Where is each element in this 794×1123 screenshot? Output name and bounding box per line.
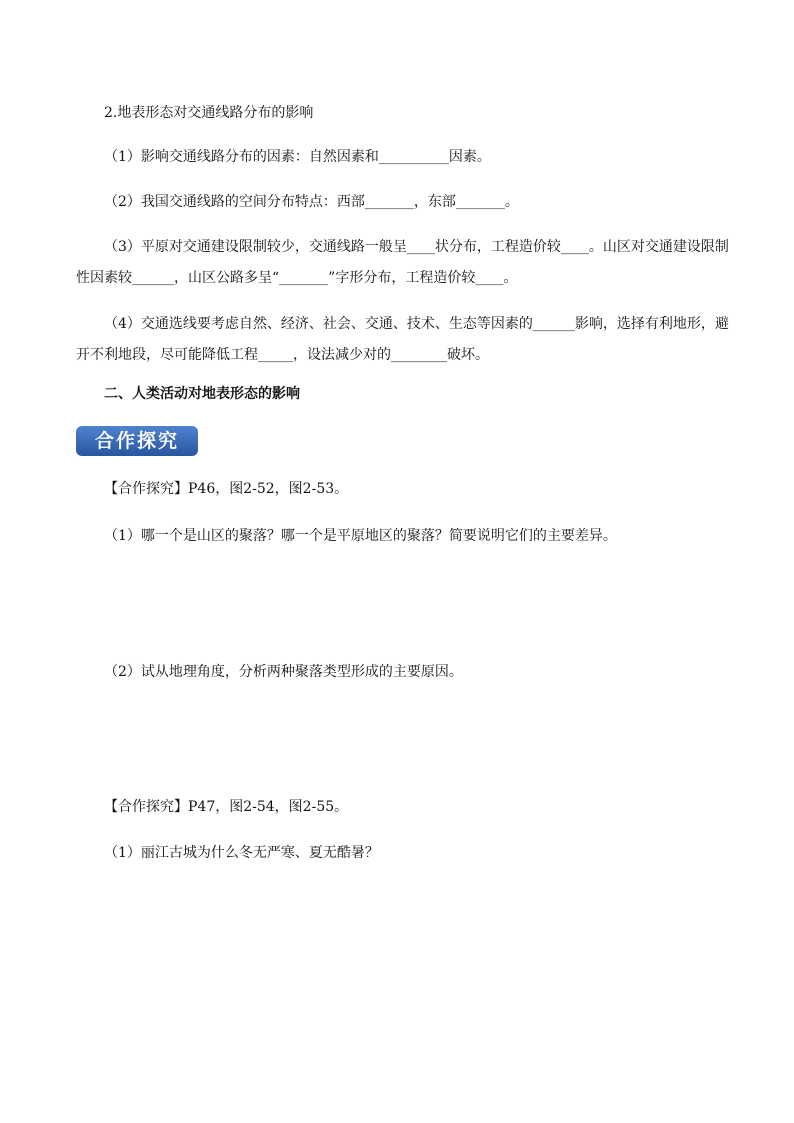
section-heading-transport: 2.地表形态对交通线路分布的影响: [104, 105, 314, 121]
question-3-line-1: （3）平原对交通建设限制较少，交通线路一般呈____状分布，工程造价较____。山区对交通建设限制: [104, 239, 729, 255]
inquiry-1-question-1: （1）哪一个是山区的聚落？哪一个是平原地区的聚落？简要说明它们的主要差异。: [104, 528, 617, 544]
inquiry-2-question-1: （1）丽江古城为什么冬无严寒、夏无酷暑？: [104, 845, 379, 861]
question-4-line-1: （4）交通选线要考虑自然、经济、社会、交通、技术、生态等因素的______影响，选择有利地形，避: [104, 316, 729, 332]
question-1-transport-factors: （1）影响交通线路分布的因素：自然因素和__________因素。: [104, 149, 491, 165]
section-heading-human-activity: 二、人类活动对地表形态的影响: [104, 386, 300, 402]
inquiry-1-title: 【合作探究】P46，图2-52，图2-53。: [104, 481, 349, 497]
question-3-line-2: 性因素较______，山区公路多呈“_______”字形分布，工程造价较____。: [76, 270, 518, 286]
question-4-line-2: 开不利地段，尽可能降低工程_____，设法减少对的________破坏。: [76, 347, 489, 363]
question-2-transport-distribution: （2）我国交通线路的空间分布特点：西部_______，东部_______。: [104, 194, 519, 210]
inquiry-2-title: 【合作探究】P47，图2-54，图2-55。: [104, 799, 349, 815]
inquiry-1-question-2: （2）试从地理角度，分析两种聚落类型形成的主要原因。: [104, 664, 463, 680]
cooperative-inquiry-badge: 合作探究: [76, 426, 198, 456]
